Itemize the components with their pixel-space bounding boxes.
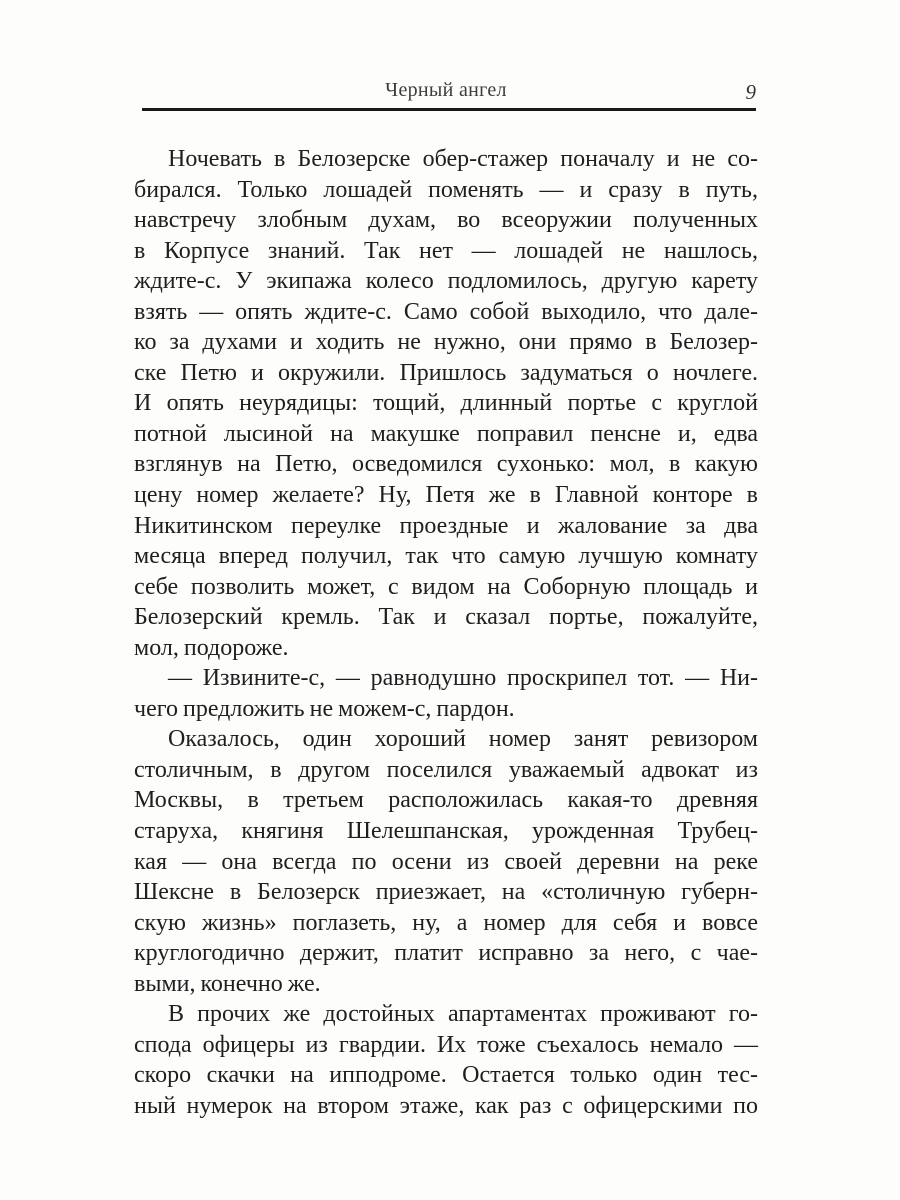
text-line: мол, подороже. (134, 634, 289, 661)
text-line: кая — она всегда по осени из своей деревни на реке (134, 848, 758, 875)
text-line: чего предложить не можем-с, пардон. (134, 695, 515, 722)
text-line: ный нумерок на втором этаже, как раз с офицерскими по (134, 1092, 758, 1119)
text-line: цену номер желаете? Ну, Петя же в Главной конторе в (134, 482, 758, 509)
header-rule (142, 108, 756, 111)
text-line: взглянув на Петю, осведомился сухонько: мол, в какую (134, 451, 758, 478)
text-line: Шексне в Белозерск приезжает, на «столичную губерн- (134, 879, 758, 906)
text-line: Оказалось, один хороший номер занят ревизором (168, 726, 758, 753)
text-line: круглогодично держит, платит исправно за него, с чае- (134, 940, 758, 967)
text-line: Никитинском переулке проездные и жалование за два (134, 512, 758, 539)
text-line: старуха, княгиня Шелешпанская, урожденная Трубец- (134, 818, 758, 845)
text-line: в Корпусе знаний. Так нет — лошадей не нашлось, (134, 237, 758, 264)
text-line: столичным, в другом поселился уважаемый адвокат из (134, 756, 758, 783)
text-line: спода офицеры из гвардии. Их тоже съехалось немало — (134, 1031, 758, 1058)
text-line: Ночевать в Белозерске обер-стажер поначалу и не со- (168, 146, 758, 172)
text-line: Белозерский кремль. Так и сказал портье, пожалуйте, (134, 604, 758, 631)
text-line: месяца вперед получил, так что самую лучшую комнату (134, 543, 758, 570)
text-line: потной лысиной на макушке поправил пенсне и, едва (134, 420, 758, 447)
text-line: ждите-с. У экипажа колесо подломилось, другую карету (134, 268, 758, 295)
text-line: — Извините-с, — равнодушно проскрипел тот. — Ни- (168, 665, 758, 692)
running-title: Черный ангел (385, 79, 507, 101)
text-line: И опять неурядицы: тощий, длинный портье с круглой (134, 390, 758, 417)
text-line: взять — опять ждите-с. Само собой выходило, что дале- (134, 298, 758, 325)
text-line: навстречу злобным духам, во всеоружии полученных (134, 207, 758, 234)
text-line: В прочих же достойных апартаментах проживают го- (168, 1001, 758, 1028)
text-line: скую жизнь» поглазеть, ну, а номер для себя и вовсе (134, 909, 758, 936)
page-body (134, 144, 758, 1122)
text-line: ко за духами и ходить не нужно, они прямо в Белозер- (134, 329, 758, 356)
text-line: выми, конечно же. (134, 970, 321, 997)
text-line: скоро скачки на ипподроме. Остается только один тес- (134, 1062, 758, 1089)
text-line: Москвы, в третьем расположилась какая-то древняя (134, 787, 758, 814)
text-line: себе позволить может, с видом на Соборную площадь и (134, 573, 758, 600)
text-line: ске Петю и окружили. Пришлось задуматься о ночлеге. (134, 359, 758, 386)
page-number: 9 (745, 80, 756, 104)
text-line: бирался. Только лошадей поменять — и сразу в путь, (134, 176, 758, 203)
